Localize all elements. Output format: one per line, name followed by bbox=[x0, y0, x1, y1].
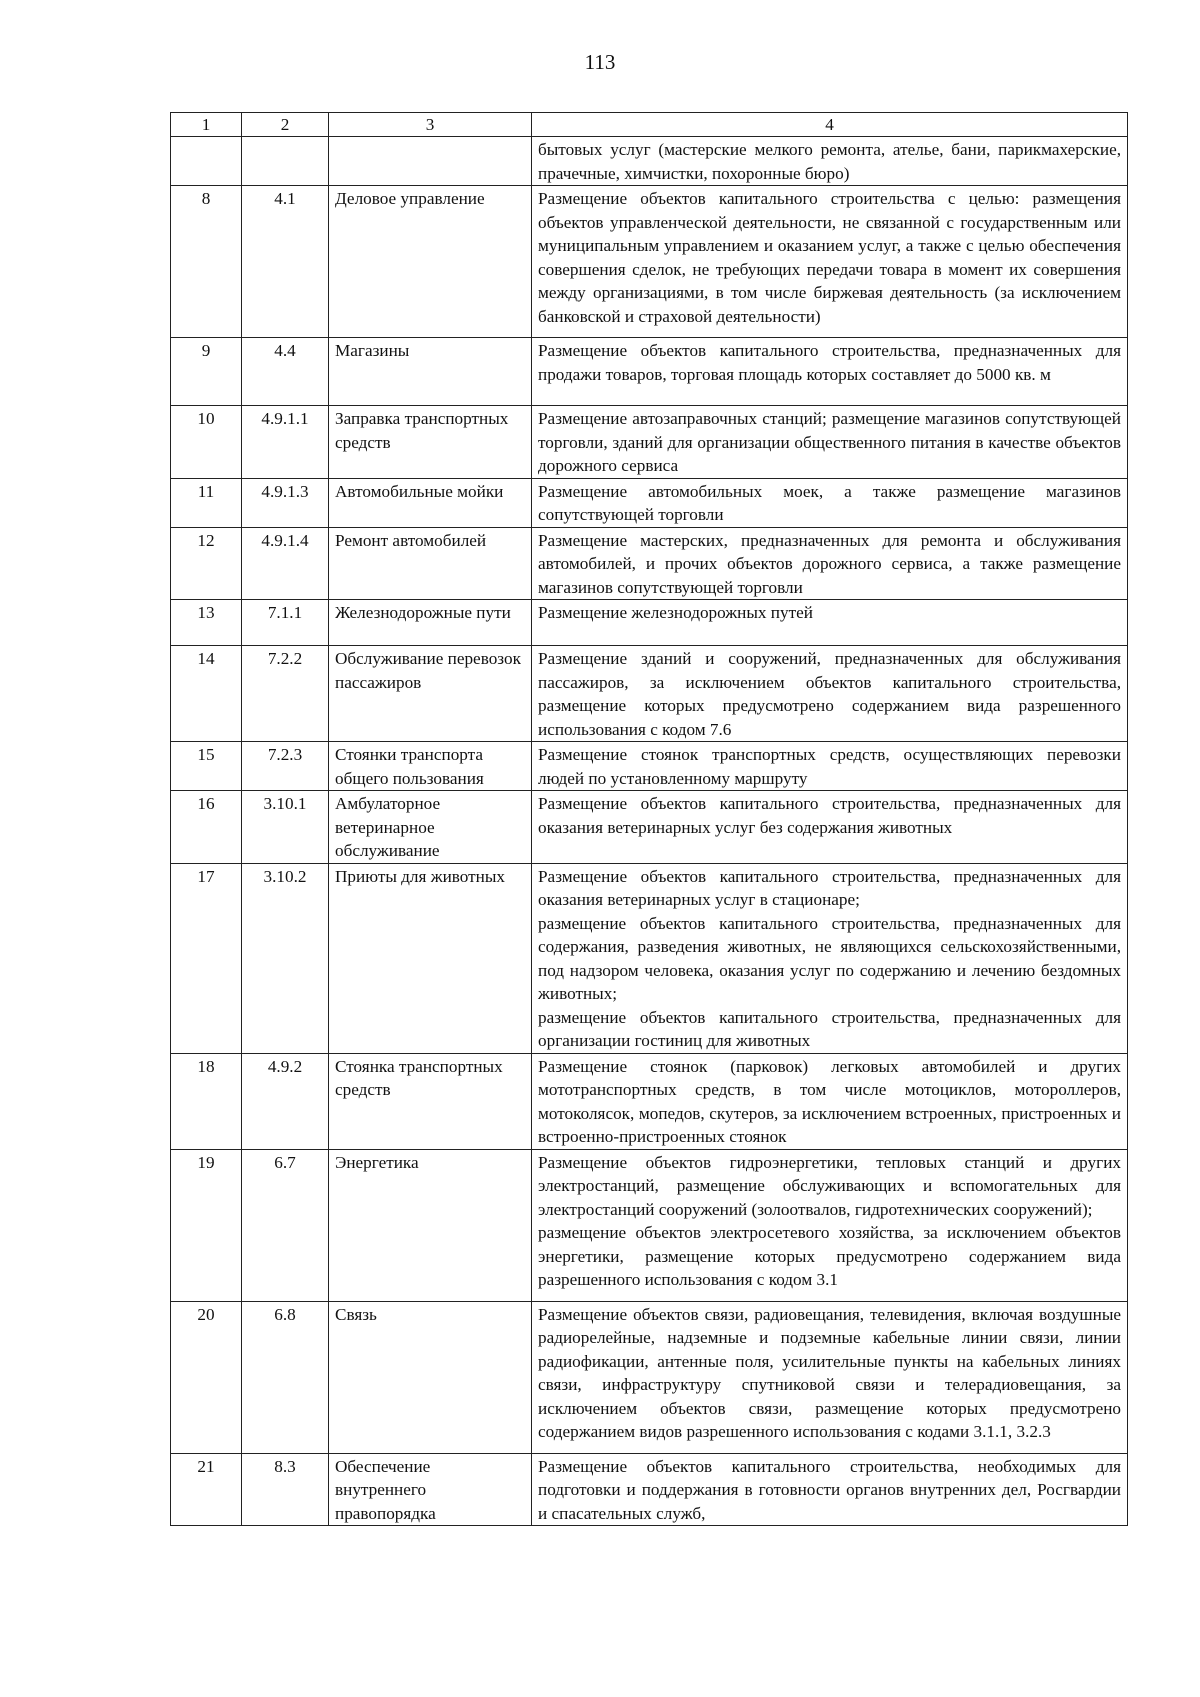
row-code bbox=[242, 406, 329, 479]
row-code bbox=[242, 646, 329, 742]
table-header-row bbox=[171, 113, 1128, 137]
table-row bbox=[171, 1301, 1128, 1453]
row-code-text: 6.7 bbox=[274, 1152, 296, 1172]
row-use-name-text: Заправка транспортных средств bbox=[335, 409, 509, 452]
row-description-text: Размещение автозаправочных станций; размещение магазинов сопутствующей торговли, зданий для организации общественного питания в качестве объектов дорожного сервиса bbox=[538, 409, 1121, 475]
table-row bbox=[171, 186, 1128, 338]
row-use-name-text: Стоянки транспорта общего пользования bbox=[335, 745, 484, 788]
row-use-name-text: Связь bbox=[335, 1304, 377, 1324]
row-description-text: Размещение стоянок (парковок) легковых автомобилей и других мототранспортных средств, в том числе мотоциклов, мотороллеров, мотоколясок, мопедов, скутеров, за исключением встроенных, пристроенных и встроенно-пристроенных стоянок bbox=[538, 1056, 1121, 1146]
row-description-text: бытовых услуг (мастерские мелкого ремонта, ателье, бани, парикмахерские, прачечные, химчистки, похоронные бюро) bbox=[538, 140, 1121, 183]
row-description bbox=[532, 338, 1128, 406]
table-row bbox=[171, 406, 1128, 479]
header-col-2: 2 bbox=[242, 113, 329, 137]
table-row bbox=[171, 1053, 1128, 1149]
row-code-text: 4.4 bbox=[274, 341, 296, 360]
row-use-name-text: Обеспечение внутреннего правопорядка bbox=[335, 1456, 436, 1523]
row-code bbox=[242, 1149, 329, 1301]
row-number bbox=[171, 791, 242, 864]
row-use-name-text: Амбулаторное ветеринарное обслуживание bbox=[335, 794, 441, 860]
row-description bbox=[532, 600, 1128, 646]
table-body bbox=[171, 137, 1128, 1526]
land-use-table bbox=[170, 112, 1128, 1526]
row-code bbox=[242, 1053, 329, 1149]
row-number-text: 16 bbox=[197, 794, 215, 813]
row-number bbox=[171, 1453, 242, 1526]
row-number-text: 9 bbox=[201, 341, 211, 360]
row-number-text: 21 bbox=[197, 1456, 215, 1476]
row-code bbox=[242, 863, 329, 1053]
table-row bbox=[171, 478, 1128, 527]
row-description bbox=[532, 527, 1128, 600]
row-number bbox=[171, 1301, 242, 1453]
row-use-name bbox=[329, 863, 532, 1053]
row-number-text: 11 bbox=[197, 481, 215, 501]
table-row bbox=[171, 600, 1128, 646]
row-use-name bbox=[329, 1453, 532, 1526]
row-number bbox=[171, 863, 242, 1053]
row-description-text: Размещение объектов гидроэнергетики, тепловых станций и других электростанций, размещение обслуживающих и вспомогательных для электростанций сооружений (золоотвалов, гидротехнических сооружений); размещение объектов электросетевого хозяйства, за исключением объектов энергетики, размещение которых предусмотрено содержанием вида разрешенного использования с кодом 3.1 bbox=[538, 1152, 1121, 1289]
row-code bbox=[242, 1301, 329, 1453]
table-row bbox=[171, 1149, 1128, 1301]
row-use-name bbox=[329, 742, 532, 791]
row-code bbox=[242, 186, 329, 338]
row-number-text: 10 bbox=[197, 409, 215, 428]
row-number bbox=[171, 1053, 242, 1149]
row-use-name-text: Энергетика bbox=[335, 1152, 419, 1172]
row-code-text: 4.1 bbox=[274, 189, 296, 208]
row-use-name bbox=[329, 478, 532, 527]
row-description bbox=[532, 1301, 1128, 1453]
row-description-text: Размещение мастерских, предназначенных для ремонта и обслуживания автомобилей, и прочих объектов дорожного сервиса, а также размещение магазинов сопутствующей торговли bbox=[538, 530, 1121, 597]
row-code bbox=[242, 600, 329, 646]
row-use-name bbox=[329, 137, 532, 186]
row-code-text: 4.9.2 bbox=[267, 1056, 303, 1076]
table-row bbox=[171, 863, 1128, 1053]
row-description-text: Размещение железнодорожных путей bbox=[538, 603, 813, 622]
row-number-text: 17 bbox=[197, 866, 215, 886]
table-row bbox=[171, 137, 1128, 186]
row-use-name bbox=[329, 1149, 532, 1301]
row-number bbox=[171, 527, 242, 600]
row-code-text: 7.2.3 bbox=[267, 745, 303, 764]
row-description-text: Размещение объектов капитального строительства с целью: размещения объектов управленческой деятельности, не связанной с государственным или муниципальным управлением и оказанием услуг, а также с целью обеспечения совершения сделок, не требующих передачи товара в момент их совершения между организациями, в том числе биржевая деятельность (за исключением банковской и страховой деятельности) bbox=[538, 189, 1121, 326]
row-description bbox=[532, 1453, 1128, 1526]
row-use-name-text: Стоянка транспортных средств bbox=[335, 1056, 503, 1099]
row-code-text: 4.9.1.4 bbox=[261, 530, 309, 550]
row-code-text: 4.9.1.1 bbox=[261, 409, 309, 428]
row-description bbox=[532, 742, 1128, 791]
row-number-text: 20 bbox=[197, 1304, 215, 1324]
row-number bbox=[171, 1149, 242, 1301]
row-code-text: 7.1.1 bbox=[267, 603, 303, 622]
row-description bbox=[532, 406, 1128, 479]
row-description-text: Размещение объектов капитального строительства, предназначенных для оказания ветеринарных услуг в стационаре; размещение объектов капитального строительства, предназначенных для содержания, разведения животных, не являющихся сельскохозяйственными, под надзором человека, оказания услуг по содержанию и лечению бездомных животных; размещение объектов капитального строительства, предназначенных для организации гостиниц для животных bbox=[538, 866, 1121, 1050]
row-code bbox=[242, 1453, 329, 1526]
table-row bbox=[171, 742, 1128, 791]
row-use-name bbox=[329, 791, 532, 864]
header-col-1: 1 bbox=[171, 113, 242, 137]
row-number-text: 18 bbox=[197, 1056, 215, 1076]
row-code bbox=[242, 791, 329, 864]
row-use-name bbox=[329, 406, 532, 479]
row-description bbox=[532, 478, 1128, 527]
row-use-name-text: Деловое управление bbox=[335, 189, 485, 208]
row-code-text: 7.2.2 bbox=[267, 649, 303, 668]
row-description-text: Размещение объектов капитального строительства, необходимых для подготовки и поддержания в готовности органов внутренних дел, Росгвардии и спасательных служб, bbox=[538, 1456, 1121, 1523]
table-row bbox=[171, 791, 1128, 864]
row-use-name-text: Обслуживание перевозок пассажиров bbox=[335, 649, 521, 692]
row-description-text: Размещение объектов капитального строительства, предназначенных для продажи товаров, торговая площадь которых составляет до 5000 кв. м bbox=[538, 341, 1121, 384]
row-description bbox=[532, 137, 1128, 186]
row-use-name-text: Магазины bbox=[335, 341, 410, 360]
row-code-text: 8.3 bbox=[274, 1456, 296, 1476]
row-code-text: 3.10.1 bbox=[263, 794, 307, 813]
row-number-text: 14 bbox=[197, 649, 215, 668]
row-number bbox=[171, 137, 242, 186]
table-row bbox=[171, 646, 1128, 742]
row-use-name bbox=[329, 338, 532, 406]
row-code bbox=[242, 338, 329, 406]
row-number bbox=[171, 646, 242, 742]
row-description-text: Размещение объектов капитального строительства, предназначенных для оказания ветеринарных услуг без содержания животных bbox=[538, 794, 1121, 837]
row-use-name-text: Ремонт автомобилей bbox=[335, 530, 487, 550]
row-code bbox=[242, 742, 329, 791]
row-description bbox=[532, 186, 1128, 338]
row-number-text: 13 bbox=[197, 603, 215, 622]
row-number-text: 12 bbox=[197, 530, 215, 550]
row-number bbox=[171, 338, 242, 406]
row-use-name bbox=[329, 646, 532, 742]
row-number bbox=[171, 600, 242, 646]
row-number-text: 19 bbox=[197, 1152, 215, 1172]
page-number: 113 bbox=[584, 50, 616, 74]
row-code bbox=[242, 527, 329, 600]
row-number bbox=[171, 186, 242, 338]
row-code-text: 4.9.1.3 bbox=[261, 481, 309, 501]
header-col-3: 3 bbox=[329, 113, 532, 137]
header-col-4: 4 bbox=[532, 113, 1128, 137]
row-description-text: Размещение зданий и сооружений, предназначенных для обслуживания пассажиров, за исключением объектов капитального строительства, размещение которых предусмотрено содержанием вида разрешенного использования с кодом 7.6 bbox=[538, 649, 1121, 739]
row-code bbox=[242, 137, 329, 186]
row-code bbox=[242, 478, 329, 527]
row-use-name-text: Автомобильные мойки bbox=[335, 481, 504, 501]
row-description bbox=[532, 863, 1128, 1053]
row-use-name bbox=[329, 600, 532, 646]
row-number bbox=[171, 742, 242, 791]
row-description-text: Размещение автомобильных моек, а также размещение магазинов сопутствующей торговли bbox=[538, 481, 1121, 524]
row-number-text: 8 bbox=[201, 189, 211, 208]
row-number-text: 15 bbox=[197, 745, 215, 764]
row-number bbox=[171, 406, 242, 479]
row-use-name-text: Приюты для животных bbox=[335, 866, 505, 886]
row-use-name bbox=[329, 1301, 532, 1453]
row-code-text: 6.8 bbox=[274, 1304, 296, 1324]
row-code-text: 3.10.2 bbox=[263, 866, 307, 886]
row-use-name bbox=[329, 527, 532, 600]
row-description bbox=[532, 646, 1128, 742]
table-row bbox=[171, 338, 1128, 406]
row-use-name-text: Железнодорожные пути bbox=[335, 603, 511, 622]
row-description bbox=[532, 1053, 1128, 1149]
table-row bbox=[171, 527, 1128, 600]
table-row bbox=[171, 1453, 1128, 1526]
row-description bbox=[532, 791, 1128, 864]
row-description-text: Размещение объектов связи, радиовещания, телевидения, включая воздушные радиорелейные, надземные и подземные кабельные линии связи, линии радиофикации, антенные поля, усилительные пункты на кабельных линиях связи, инфраструктуру спутниковой связи и телерадиовещания, за исключением объектов связи, размещение которых предусмотрено содержанием видов разрешенного использования с кодами 3.1.1, 3.2.3 bbox=[538, 1304, 1121, 1441]
row-description bbox=[532, 1149, 1128, 1301]
row-use-name bbox=[329, 1053, 532, 1149]
row-use-name bbox=[329, 186, 532, 338]
row-number bbox=[171, 478, 242, 527]
row-description-text: Размещение стоянок транспортных средств, осуществляющих перевозки людей по установленному маршруту bbox=[538, 745, 1121, 788]
